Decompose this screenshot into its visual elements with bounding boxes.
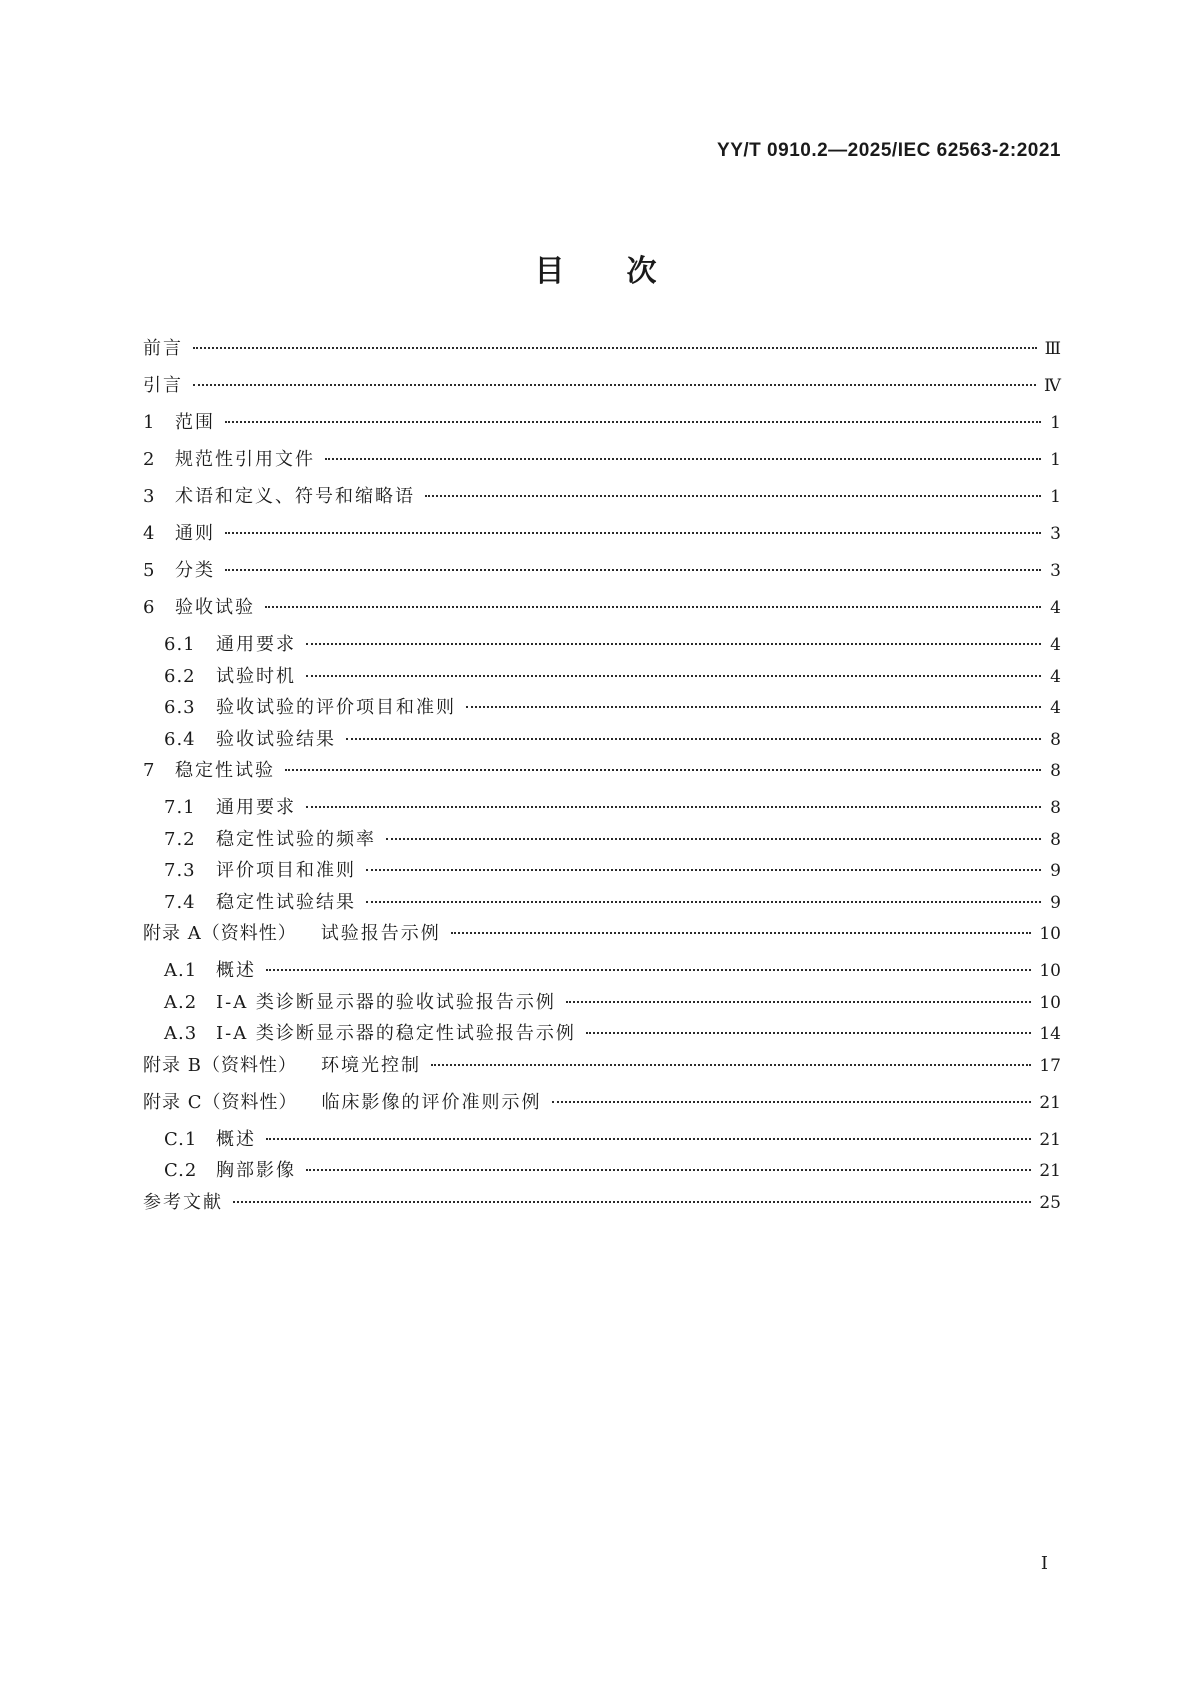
toc-entry-number: A.2 <box>164 991 198 1013</box>
toc-dot-leader <box>586 1032 1031 1034</box>
toc-dot-leader <box>431 1064 1031 1066</box>
toc-entry-label: 稳定性试验结果 <box>216 891 356 913</box>
toc-entry-page: 8 <box>1050 761 1061 781</box>
toc-entry-number: 2 <box>143 449 156 470</box>
toc-entry-label: 引言 <box>143 375 183 396</box>
toc-entry[interactable] <box>143 992 1061 1024</box>
toc-entry-page: 10 <box>1039 924 1061 944</box>
toc-dot-leader <box>225 569 1041 571</box>
toc-entry[interactable] <box>143 960 1061 992</box>
table-of-contents <box>143 338 1061 1229</box>
toc-entry-label: 通用要求 <box>216 634 296 655</box>
toc-entry-number: 6.4 <box>164 728 196 750</box>
toc-dot-leader <box>306 1169 1031 1171</box>
toc-dot-leader <box>225 532 1041 534</box>
toc-entry-label: 验收试验的评价项目和准则 <box>216 697 456 718</box>
toc-entry-label: Ⅰ-A 类诊断显示器的验收试验报告示例 <box>216 991 556 1013</box>
toc-entry-page: 21 <box>1039 1129 1061 1150</box>
toc-entry-label: 概述 <box>216 1128 256 1150</box>
toc-entry[interactable] <box>143 1192 1061 1229</box>
toc-dot-leader <box>566 1001 1031 1003</box>
toc-entry-number: C.2 <box>164 1160 198 1181</box>
toc-entry-number: A.3 <box>164 1023 198 1044</box>
toc-entry-page: 10 <box>1039 992 1061 1013</box>
toc-entry[interactable] <box>143 1023 1061 1055</box>
toc-entry[interactable] <box>143 1160 1061 1192</box>
toc-entry-page: 1 <box>1050 413 1061 433</box>
toc-dot-leader <box>233 1201 1031 1203</box>
toc-entry-label: 验收试验结果 <box>216 728 336 750</box>
toc-dot-leader <box>306 643 1041 645</box>
toc-entry[interactable] <box>143 597 1061 634</box>
toc-dot-leader <box>366 901 1041 903</box>
page-title: 目次 <box>534 254 719 289</box>
toc-entry-label: 通用要求 <box>216 797 296 818</box>
toc-entry-label: 稳定性试验的频率 <box>216 828 376 850</box>
toc-entry-page: 8 <box>1050 798 1061 818</box>
toc-entry[interactable] <box>143 523 1061 560</box>
toc-entry[interactable] <box>143 1055 1061 1092</box>
toc-dot-leader <box>552 1101 1032 1103</box>
toc-entry[interactable] <box>143 923 1061 960</box>
toc-dot-leader <box>425 495 1041 497</box>
toc-entry[interactable] <box>143 860 1061 892</box>
toc-entry[interactable] <box>143 666 1061 698</box>
toc-entry-label: 验收试验 <box>175 597 255 618</box>
toc-entry-label: 试验时机 <box>216 665 296 687</box>
toc-entry-label: 通则 <box>175 523 215 544</box>
toc-entry[interactable] <box>143 449 1061 486</box>
toc-entry-page: 8 <box>1050 729 1061 750</box>
toc-entry-number: C.1 <box>164 1128 198 1150</box>
toc-entry[interactable] <box>143 486 1061 523</box>
toc-entry-number: 6 <box>143 597 156 618</box>
toc-dot-leader <box>193 384 1036 386</box>
toc-dot-leader <box>451 932 1032 934</box>
toc-entry-label: Ⅰ-A 类诊断显示器的稳定性试验报告示例 <box>216 1023 576 1044</box>
toc-dot-leader <box>265 606 1041 608</box>
toc-entry-page: 9 <box>1050 892 1061 913</box>
standard-number: YY/T 0910.2—2025/IEC 62563-2:2021 <box>717 140 1061 161</box>
toc-entry-label: 胸部影像 <box>216 1160 296 1181</box>
toc-entry-page: Ⅲ <box>1044 339 1061 359</box>
toc-entry-number: 7.4 <box>164 891 196 913</box>
toc-entry-page: 10 <box>1039 961 1061 981</box>
toc-entry-page: 9 <box>1050 861 1061 881</box>
toc-entry[interactable] <box>143 375 1061 412</box>
toc-entry-page: 4 <box>1050 666 1061 687</box>
toc-entry[interactable] <box>143 338 1061 375</box>
toc-entry-page: Ⅳ <box>1044 376 1061 396</box>
toc-entry[interactable] <box>143 729 1061 761</box>
toc-entry-label: 临床影像的评价准则示例 <box>321 1091 542 1113</box>
toc-entry-number: A.1 <box>164 960 198 981</box>
toc-entry-number: 7.3 <box>164 860 196 881</box>
toc-dot-leader <box>306 675 1041 677</box>
toc-entry-label: 规范性引用文件 <box>175 449 315 470</box>
toc-entry-page: 1 <box>1050 450 1061 470</box>
toc-dot-leader <box>225 421 1041 423</box>
toc-entry-number: 7.2 <box>164 828 196 850</box>
toc-entry[interactable] <box>143 760 1061 797</box>
toc-entry[interactable] <box>143 634 1061 666</box>
toc-entry-page: 21 <box>1039 1092 1061 1113</box>
toc-dot-leader <box>306 806 1041 808</box>
toc-dot-leader <box>285 769 1041 771</box>
toc-dot-leader <box>366 869 1041 871</box>
toc-entry-number: 4 <box>143 523 156 544</box>
toc-entry-number: 6.3 <box>164 697 196 718</box>
toc-entry-page: 8 <box>1050 829 1061 850</box>
toc-dot-leader <box>193 347 1037 349</box>
toc-entry-number: 5 <box>143 560 156 581</box>
toc-entry-number: 7 <box>143 760 156 781</box>
toc-entry-label: 试验报告示例 <box>320 923 441 944</box>
toc-entry[interactable] <box>143 1092 1061 1129</box>
toc-entry[interactable] <box>143 412 1061 449</box>
toc-entry[interactable] <box>143 1129 1061 1161</box>
toc-entry-page: 4 <box>1050 635 1061 655</box>
toc-entry-number: 7.1 <box>164 797 196 818</box>
toc-entry-page: 4 <box>1050 598 1061 618</box>
toc-entry[interactable] <box>143 697 1061 729</box>
toc-entry-number: 附录 A（资料性） <box>143 923 297 944</box>
toc-entry-page: 25 <box>1039 1192 1061 1213</box>
toc-entry-number: 3 <box>143 486 156 507</box>
toc-entry-label: 分类 <box>175 560 215 581</box>
toc-entry-label: 概述 <box>216 960 256 981</box>
toc-entry-label: 术语和定义、符号和缩略语 <box>175 486 415 507</box>
toc-dot-leader <box>266 969 1031 971</box>
toc-entry-number: 附录 B（资料性） <box>143 1054 297 1076</box>
toc-entry-label: 环境光控制 <box>320 1054 421 1076</box>
toc-entry[interactable] <box>143 892 1061 924</box>
toc-dot-leader <box>386 838 1041 840</box>
toc-dot-leader <box>325 458 1041 460</box>
toc-entry[interactable] <box>143 797 1061 829</box>
toc-entry-label: 参考文献 <box>143 1191 223 1213</box>
toc-entry[interactable] <box>143 560 1061 597</box>
toc-dot-leader <box>266 1138 1031 1140</box>
toc-entry-label: 范围 <box>175 412 215 433</box>
toc-entry-number: 附录 C（资料性） <box>143 1091 298 1113</box>
toc-entry-page: 4 <box>1050 698 1061 718</box>
toc-dot-leader <box>346 738 1041 740</box>
toc-entry-page: 21 <box>1039 1161 1061 1181</box>
toc-entry-number: 1 <box>143 412 156 433</box>
toc-entry-label: 前言 <box>143 338 183 359</box>
toc-entry[interactable] <box>143 829 1061 861</box>
toc-entry-page: 14 <box>1039 1024 1061 1044</box>
toc-entry-page: 1 <box>1050 487 1061 507</box>
toc-entry-number: 6.1 <box>164 634 196 655</box>
toc-entry-page: 3 <box>1050 561 1061 581</box>
toc-entry-page: 17 <box>1039 1055 1061 1076</box>
page-number: Ⅰ <box>1040 1553 1048 1574</box>
toc-entry-number: 6.2 <box>164 665 196 687</box>
toc-entry-page: 3 <box>1050 524 1061 544</box>
toc-entry-label: 稳定性试验 <box>175 760 275 781</box>
toc-dot-leader <box>466 706 1041 708</box>
toc-entry-label: 评价项目和准则 <box>216 860 356 881</box>
